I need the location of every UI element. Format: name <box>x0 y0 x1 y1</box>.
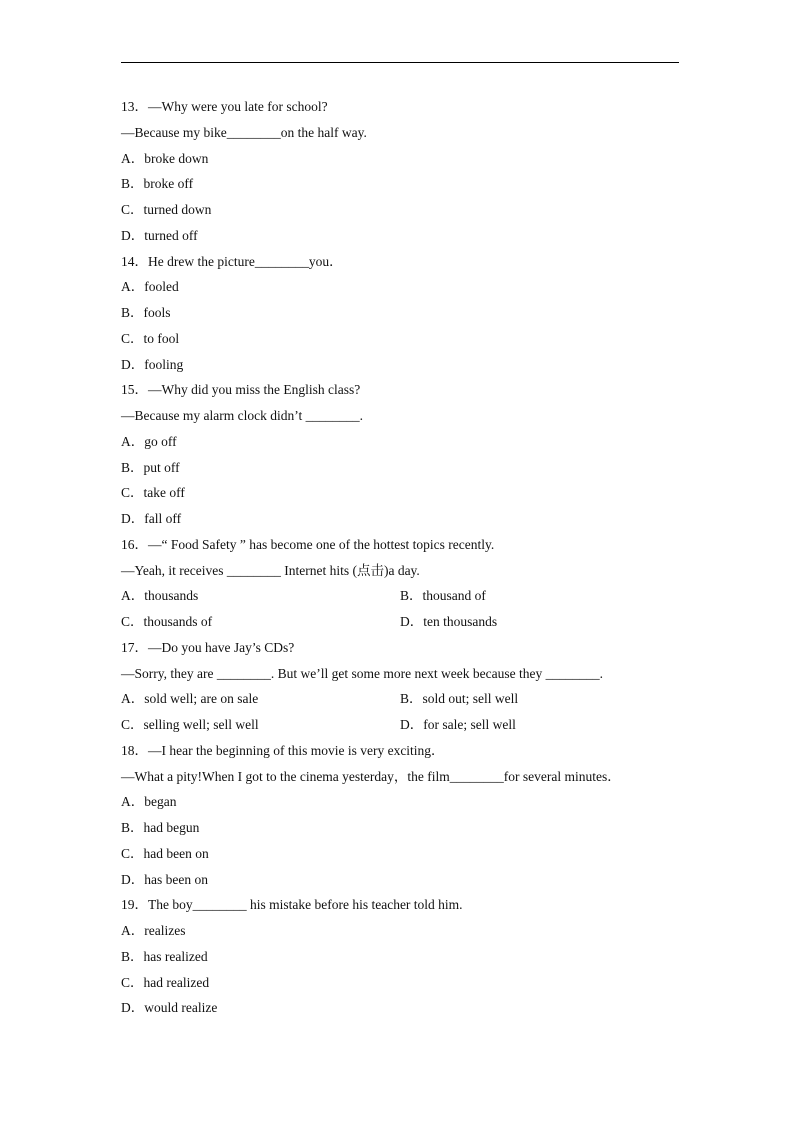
option-a: A．realizes <box>121 923 186 938</box>
question-15 <box>121 377 681 532</box>
question-stem: 13．—Why were you late for school? <box>121 99 328 114</box>
question-19 <box>121 892 681 1021</box>
option-d: D．turned off <box>121 227 198 243</box>
question-list <box>121 94 681 1021</box>
option-c: C．thousands of <box>121 614 213 629</box>
question-stem: 19．The boy________ his mistake before his teacher told him. <box>121 897 463 913</box>
question-18 <box>121 738 681 893</box>
option-c: C．turned down <box>121 202 212 217</box>
option-a: A．broke down <box>121 150 209 166</box>
option-row <box>121 712 681 738</box>
option-b: B．has realized <box>121 948 208 964</box>
option-d: D．fooling <box>121 356 184 372</box>
question-dialogue: —What a pity!When I got to the cinema yesterday，the film________for several minutes． <box>121 768 621 784</box>
option-a: A．began <box>121 794 177 810</box>
option-a: A．go off <box>121 433 177 449</box>
option-c: C．had realized <box>121 974 210 990</box>
question-dialogue: —Because my bike________on the half way. <box>121 124 367 140</box>
option-b: B．sold out; sell well <box>400 691 519 707</box>
question-stem: 16．—“ Food Safety ” has become one of the hottest topics recently. <box>121 536 495 552</box>
option-a: A．sold well; are on sale <box>121 691 259 707</box>
option-a: A．fooled <box>121 279 179 295</box>
option-d: D．fall off <box>121 511 182 526</box>
option-c: C．selling well; sell well <box>121 717 259 732</box>
question-stem: 15．—Why did you miss the English class? <box>121 382 361 398</box>
option-b: B．broke off <box>121 176 194 192</box>
question-17 <box>121 635 681 738</box>
option-row <box>121 609 681 635</box>
option-row <box>121 583 681 609</box>
option-b: B．thousand of <box>400 588 486 604</box>
question-dialogue: —Sorry, they are ________. But we’ll get some more next week because they ________. <box>121 665 604 681</box>
question-16 <box>121 532 681 635</box>
question-stem: 14．He drew the picture________you． <box>121 253 343 269</box>
option-b: B．had begun <box>121 820 200 835</box>
option-c: C．to fool <box>121 330 180 346</box>
question-stem: 18．—I hear the beginning of this movie is very exciting． <box>121 742 445 758</box>
option-c: C．take off <box>121 485 185 501</box>
question-dialogue: —Yeah, it receives ________ Internet hits (点击)a day. <box>121 562 420 578</box>
question-13 <box>121 94 681 249</box>
option-a: A．thousands <box>121 588 199 604</box>
option-d: D．ten thousands <box>400 614 498 629</box>
option-b: B．fools <box>121 305 171 320</box>
option-row <box>121 686 681 712</box>
option-b: B．put off <box>121 459 180 475</box>
option-d: D．has been on <box>121 871 208 887</box>
option-c: C．had been on <box>121 845 209 861</box>
question-stem: 17．—Do you have Jay’s CDs? <box>121 639 295 655</box>
header-rule <box>121 62 679 63</box>
question-14 <box>121 249 681 378</box>
question-dialogue: —Because my alarm clock didn’t ________. <box>121 408 363 423</box>
option-d: D．would realize <box>121 1000 218 1016</box>
option-d: D．for sale; sell well <box>400 717 516 732</box>
